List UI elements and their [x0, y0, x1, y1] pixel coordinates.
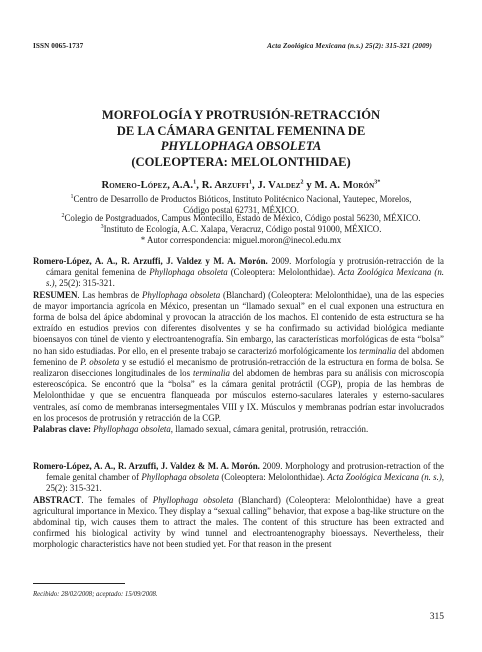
journal-citation: Acta Zoológica Mexicana (n.s.) 25(2): 315-321 (2009): [267, 42, 432, 50]
spanish-citation: [33, 256, 444, 290]
abstract-text-a: . The females of: [81, 494, 153, 505]
english-citation-family: (Coleoptera: Melolonthidae).: [219, 472, 328, 483]
author-2-affil: 1: [248, 179, 252, 186]
abstract: [33, 495, 444, 551]
issn: ISSN 0065-1737: [33, 42, 84, 50]
affiliation-3-text: Instituto de Ecología, A.C. Xalapa, Veracruz, Código postal 91000, MÉXICO.: [103, 224, 382, 234]
english-citation-title: 2009. Morphology and protrusion-retraction of the female genital chamber of: [46, 461, 444, 483]
keywords-es-species: Phyllophaga obsoleta: [90, 424, 171, 435]
english-citation-journal: Acta Zoológica Mexicana (n. s.): [327, 472, 442, 483]
affiliation-2-text: Colegio de Postgraduados, Campus Montecillo, Estado de México, Código postal 56230, MÉXICO.: [64, 213, 421, 223]
affiliation-1-postal: Código postal 62731, MÉXICO.: [183, 205, 299, 216]
resumen-text-b: (Blanchard) (Coleoptera: Melolonthidae), una de las especies de mayor importancia agrícola en México, presentan un “llamado sexual” en el cual exponen una estructura en forma de bolsa del ápice abdominal y provocan la atracción de los machos. El contenido de esta estructura se ha extraído en estudios previos con diferentes disolventes y se ha confirmado su actividad biológica mediante bioensayos con túnel de viento y electroantenografía. Sin embargo, las características morfológicas de esta “bolsa” no han sido estudiadas. Por ello, en el presente trabajo se caracterizó morfológicamente los: [33, 289, 444, 356]
resumen-text-c: del abdomen femenino de: [33, 345, 445, 367]
received-date-footnote: Recibido: 28/02/2008; aceptado: 15/09/2008.: [33, 591, 158, 598]
author-3-affil: 2: [300, 179, 304, 186]
spanish-citation-title: 2009. Morfología y protrusión-retracción de la cámara genital femenina de: [46, 256, 444, 278]
abstract-text-b: (Blanchard) (Coleoptera: Melolonthidae) have a great agricultural importance in Mexico. They display a “sexual calling” behavior, that expose a bag-like structure on the abdominal tip, wich causes them to attract the males. The content of this structure has been extracted and confirmed his biological activity by wind tunnel and electroantenography bioessays. Nevertheless, their morphologic characteristics have not been studied yet. For that reason in the present: [33, 494, 444, 550]
keywords-es-label: Palabras clave:: [33, 424, 91, 435]
author-sep-1: ,: [196, 180, 202, 191]
resumen-term-1: terminalia: [359, 345, 397, 356]
resumen-term-2: terminalia: [192, 368, 230, 379]
english-citation-authors: Romero-López, A. A., R. Arzuffi, J. Valdez & M. A. Morón.: [33, 461, 260, 471]
spanish-citation-journal: Acta Zoológica Mexicana (n. s.): [46, 267, 444, 289]
author-1-affil: 1: [193, 179, 197, 186]
title-line-3: PHYLLOPHAGA OBSOLETA: [160, 139, 322, 153]
resumen-label: RESUMEN: [33, 289, 78, 300]
spanish-citation-volume: , 25(2): 315-321.: [54, 278, 115, 289]
author-sep-2: ,: [251, 180, 258, 191]
spanish-citation-authors: Romero-López, A. A., R. Arzuffi, J. Valdez y M. A. Morón.: [33, 256, 268, 266]
english-citation: [33, 461, 444, 495]
abstract-label: ABSTRACT: [33, 494, 82, 505]
affiliation-1-text: Centro de Desarrollo de Productos Bióticos, Instituto Politécnico Nacional, Yautepec, Morelos,: [73, 194, 412, 204]
english-citation-species: Phyllophaga obsoleta: [141, 472, 220, 483]
author-1: Romero-López, A.A.: [101, 180, 194, 191]
spanish-section: [33, 256, 444, 435]
title-line-4: (COLEOPTERA: MELOLONTHIDAE): [131, 154, 351, 169]
spanish-citation-species: Phyllophaga obsoleta: [149, 267, 228, 278]
title-line-2: DE LA CÁMARA GENITAL FEMENINA DE: [116, 123, 366, 138]
english-citation-volume: , 25(2): 315-321.: [46, 472, 444, 494]
keywords-es-text: , llamado sexual, cámara genital, protrusión, retracción.: [170, 424, 369, 435]
resumen-text-d: y se estudió el mecanismo de protrusión-retracción de la estructura en forma de bolsa. Se realizaron disecciones longitudinales de los: [33, 356, 444, 379]
running-header: [33, 42, 432, 50]
english-section: [33, 461, 444, 551]
resumen-text-a: . Las hembras de: [77, 289, 142, 300]
affiliation-1-mark: 1: [70, 194, 74, 201]
page-number: 315: [429, 612, 444, 622]
keywords-es: [33, 424, 444, 435]
author-3: J. Valdez: [257, 180, 301, 191]
author-2: R. Arzuffi: [201, 180, 249, 191]
abstract-species: Phyllophaga obsoleta: [152, 494, 234, 505]
title-line-1: MORFOLOGÍA Y PROTRUSIÓN-RETRACCIÓN: [101, 108, 381, 122]
author-list: [20, 180, 462, 191]
article-title: [33, 108, 449, 170]
author-4: M. A. Morón: [314, 180, 375, 191]
affiliation-2: [20, 213, 462, 224]
resumen-species-2: P. obsoleta: [80, 356, 120, 367]
spanish-citation-family: (Coleoptera: Melolonthidae).: [227, 267, 339, 278]
author-4-affil: 3*: [374, 179, 381, 186]
footnote-divider: [33, 583, 125, 584]
resumen: [33, 290, 444, 424]
resumen-text-e: del abdomen de hembras para su análisis con microscopía estereoscópica. Se encontró que la “bolsa” es la cámara genital protráctil (CGP), propia de las hembras de Melolonthidae y que se encuentra flanqueada por músculos esterno-saculares laterales y esterno-saculares ventrales, así como de membranas intersegmentales VIII y IX. Músculos y membranas podrían estar involucrados en los procesos de protrusión y retracción de la CGP.: [33, 368, 444, 423]
corresponding-author: * Autor correspondencia: miguel.moron@inecol.edu.mx: [140, 235, 342, 245]
affiliation-2-mark: 2: [61, 213, 65, 220]
affiliation-3-mark: 3: [100, 224, 104, 231]
resumen-species: Phyllophaga obsoleta: [142, 289, 221, 300]
affiliation-3: [20, 224, 462, 235]
author-and: y: [303, 180, 315, 191]
